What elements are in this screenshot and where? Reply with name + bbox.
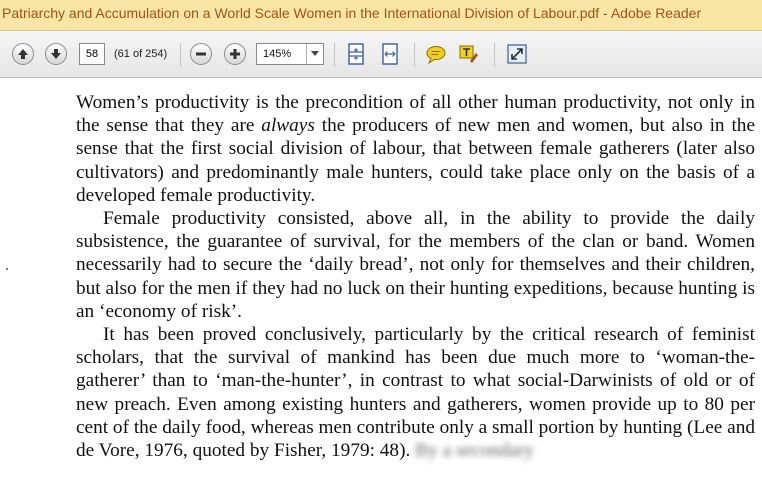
page-number-input[interactable]: 58: [79, 43, 105, 65]
toolbar: [0, 31, 762, 78]
zoom-value: 145%: [263, 48, 292, 60]
emphasis-text: always: [261, 115, 315, 137]
window-title: Patriarchy and Accumulation on a World Scale Women in the International Division of Labour.pdf - Adobe Reader: [2, 5, 702, 21]
zoom-select[interactable]: [256, 43, 324, 65]
comment-icon: [425, 44, 447, 64]
fit-page-icon: [346, 43, 366, 65]
paragraph-2: Female productivity consisted, above all, in the ability to provide the daily subsistence, the guarantee of survival, for the members of the clan or band. Women necessarily had to secure the ‘daily bread’, not only for themselves and their children, but also for the men if they had no luck on their hunting expeditions, because hunting is an ‘economy of risk’.: [76, 208, 755, 322]
fit-width-button[interactable]: [378, 43, 402, 65]
window-title-bar[interactable]: [0, 0, 762, 31]
arrow-up-icon: [16, 47, 30, 61]
paragraph-3: It has been proved conclusively, particularly by the critical research of feminist scholars, that the survival of mankind has been due much more to ‘woman-the-gatherer’ than to ‘man-the-hunter’, in contrast to what social-Darwinists of old or of new preach. Even among existing hunters and gatherers, women provide up to 80 per cent of the daily food, whereas men contribute only a small portion by hunting (Lee and de Vore, 1976, quoted by Fisher, 1979: 48). By a secondary: [76, 324, 755, 462]
chevron-down-icon[interactable]: [306, 44, 323, 64]
toolbar-separator: [180, 43, 181, 67]
fit-page-button[interactable]: [345, 43, 367, 65]
document-view[interactable]: [0, 78, 762, 477]
page-count-label: (61 of 254): [114, 48, 168, 60]
sticky-note-button[interactable]: [424, 43, 448, 65]
minus-icon: [195, 48, 207, 60]
toolbar-separator: [494, 43, 495, 67]
paragraph-1: Women’s productivity is the precondition of all other human productivity, not only in the sense that they are always the producers of new men and women, but also in the sense that the first social division of labour, that between female gatherers (later also cultivators) and predominantly male hunters, could take place only on the basis of a developed female productivity.: [76, 92, 755, 206]
zoom-in-button[interactable]: [224, 43, 246, 65]
highlight-text-icon: [458, 43, 480, 65]
highlight-text-button[interactable]: [457, 43, 481, 65]
blurred-text: By a secondary: [415, 440, 535, 462]
page-mark: [6, 268, 8, 270]
previous-page-button[interactable]: [12, 43, 34, 65]
toolbar-separator: [414, 43, 415, 67]
fullscreen-icon: [506, 43, 528, 65]
next-page-button[interactable]: [45, 43, 67, 65]
toolbar-separator: [334, 43, 335, 67]
arrow-down-icon: [49, 47, 63, 61]
zoom-out-button[interactable]: [190, 43, 212, 65]
fullscreen-button[interactable]: [505, 43, 529, 65]
plus-icon: [229, 48, 241, 60]
fit-width-icon: [379, 43, 401, 65]
page-content: [76, 91, 755, 462]
